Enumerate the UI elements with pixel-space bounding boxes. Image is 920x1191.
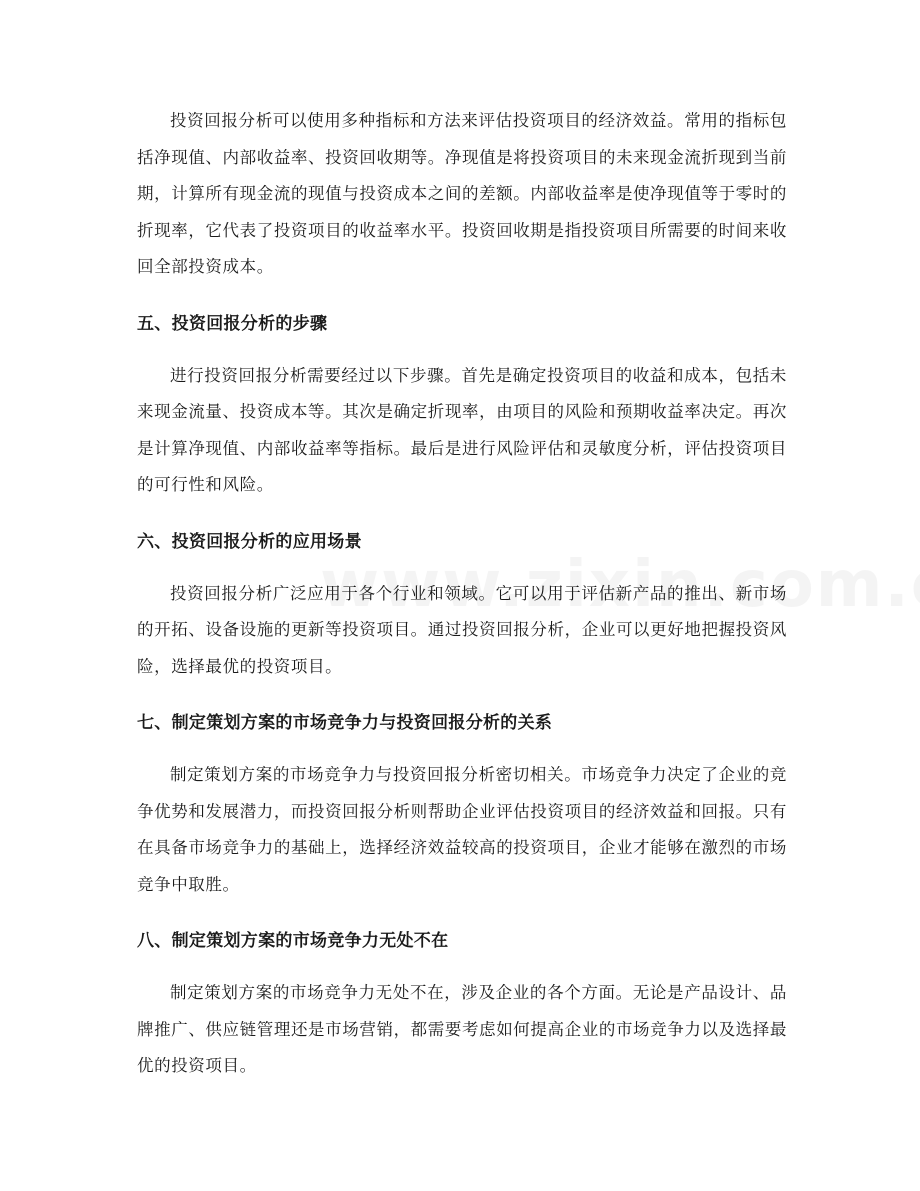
section-heading-5: 五、投资回报分析的步骤 — [137, 313, 328, 334]
spacer — [137, 685, 787, 709]
document-body — [137, 103, 787, 1085]
intro-paragraph: 投资回报分析可以使用多种指标和方法来评估投资项目的经济效益。常用的指标包括净现值、内部收益率、投资回收期等。净现值是将投资项目的未来现金流折现到当前期，计算所有现金流的现值与投资成本之间的差额。内部收益率是使净现值等于零时的折现率，它代表了投资项目的收益率水平。投资回收期是指投资项目所需要的时间来收回全部投资成本。 — [137, 111, 787, 276]
spacer — [137, 955, 787, 975]
section-heading-6: 六、投资回报分析的应用场景 — [137, 531, 362, 552]
section-paragraph-8: 制定策划方案的市场竞争力无处不在，涉及企业的各个方面。无论是产品设计、品牌推广、供应链管理还是市场营销，都需要考虑如何提高企业的市场竞争力以及选择最优的投资项目。 — [137, 983, 787, 1075]
section-paragraph-5: 进行投资回报分析需要经过以下步骤。首先是确定投资项目的收益和成本，包括未来现金流量、投资成本等。其次是确定折现率，由项目的风险和预期收益率决定。再次是计算净现值、内部收益率等指标。最后是进行风险评估和灵敏度分析，评估投资项目的可行性和风险。 — [137, 365, 787, 494]
spacer — [137, 286, 787, 310]
section-heading-8: 八、制定策划方案的市场竞争力无处不在 — [137, 931, 449, 951]
spacer — [137, 737, 787, 757]
spacer — [137, 338, 787, 358]
section-heading-7: 七、制定策划方案的市场竞争力与投资回报分析的关系 — [137, 713, 553, 733]
spacer — [137, 556, 787, 576]
spacer — [137, 903, 787, 927]
section-paragraph-6: 投资回报分析广泛应用于各个行业和领域。它可以用于评估新产品的推出、新市场的开拓、设备设施的更新等投资项目。通过投资回报分析，企业可以更好地把握投资风险，选择最优的投资项目。 — [137, 583, 787, 676]
section-paragraph-7: 制定策划方案的市场竞争力与投资回报分析密切相关。市场竞争力决定了企业的竞争优势和发展潜力，而投资回报分析则帮助企业评估投资项目的经济效益和回报。只有在具备市场竞争力的基础上，选择经济效益较高的投资项目，企业才能够在激烈的市场竞争中取胜。 — [137, 765, 787, 894]
spacer — [137, 504, 787, 528]
